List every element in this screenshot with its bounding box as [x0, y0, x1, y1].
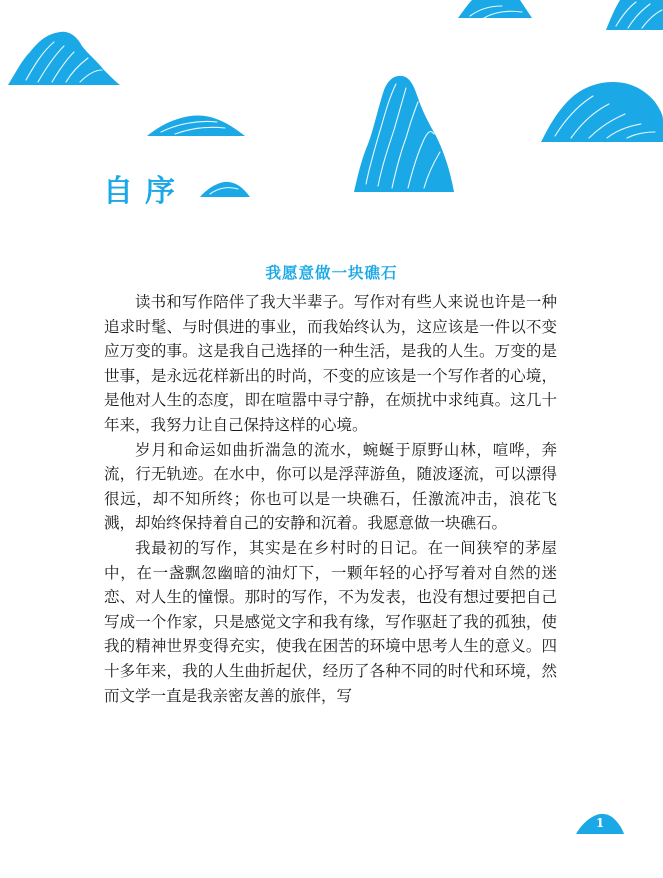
chapter-title: 自序	[103, 174, 187, 209]
essay-body	[104, 290, 557, 708]
essay-subtitle: 我愿意做一块礁石	[265, 264, 398, 282]
rock-illustration	[606, 0, 663, 32]
page-number: 1	[595, 816, 605, 830]
paragraph: 岁月和命运如曲折湍急的流水，蜿蜒于原野山林，喧哗，奔流，行无轨迹。在水中，你可以是浮萍游鱼，随波逐流，可以漂得很远，却不知所终；你也可以是一块礁石，任激流冲击，浪花飞溅，却始终保持着自己的安静和沉着。我愿意做一块礁石。	[104, 440, 557, 533]
rock-illustration	[352, 74, 454, 194]
rock-illustration	[147, 114, 245, 138]
paragraph: 我最初的写作，其实是在乡村时的日记。在一间狭窄的茅屋中，在一盏飘忽幽暗的油灯下，一颗年轻的心抒写着对自然的迷恋、对人生的憧憬。那时的写作，不为发表，也没有想过要把自己写成一个作家，只是感觉文字和我有缘，写作驱赶了我的孤独，使我的精神世界变得充实，使我在困苦的环境中思考人生的意义。四十多年来，我的人生曲折起伏，经历了各种不同的时代和环境，然而文学一直是我亲密友善的旅伴，写	[104, 538, 557, 705]
rock-illustration	[200, 180, 250, 198]
rock-illustration	[458, 0, 532, 20]
rock-illustration	[8, 30, 120, 88]
page-number-badge	[576, 813, 624, 835]
paragraph: 读书和写作陪伴了我大半辈子。写作对有些人来说也许是一种追求时髦、与时俱进的事业，而我始终认为，这应该是一件以不变应万变的事。这是我自己选择的一种生活，是我的人生。万变的是世事，是永远花样新出的时尚，不变的应该是一个写作者的心境，是他对人生的态度，即在喧嚣中寻宁静，在烦扰中求纯真。这几十年来，我努力让自己保持这样的心境。	[104, 293, 557, 434]
rock-illustration	[541, 80, 663, 144]
